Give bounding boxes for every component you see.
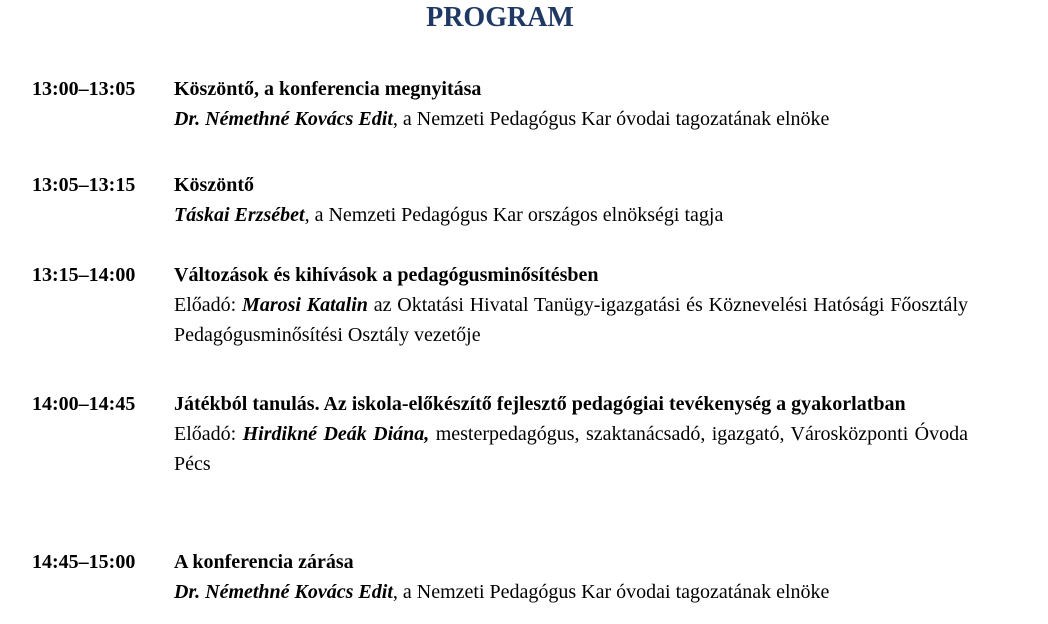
speaker-role: , a Nemzeti Pedagógus Kar óvodai tagozatának elnöke xyxy=(392,108,830,130)
speaker-line xyxy=(174,577,968,607)
session-title: A konferencia zárása xyxy=(174,551,354,573)
speaker-role: , a Nemzeti Pedagógus Kar országos elnökségi tagja xyxy=(304,204,724,226)
speaker-name: Dr. Némethné Kovács Edit xyxy=(174,581,393,603)
speaker-prefix: Előadó: xyxy=(174,294,243,316)
speaker-prefix: Előadó: xyxy=(174,423,243,445)
session-title: Változások és kihívások a pedagógusminősítésben xyxy=(174,264,599,286)
page-title: PROGRAM xyxy=(426,2,574,33)
time-slot: 14:45–15:00 xyxy=(32,551,136,573)
session-title: Játékból tanulás. Az iskola-előkészítő fejlesztő pedagógiai tevékenység a gyakorlatban xyxy=(174,393,906,415)
time-slot: 14:00–14:45 xyxy=(32,393,136,415)
speaker-name: Marosi Katalin xyxy=(242,294,368,316)
time-slot: 13:05–13:15 xyxy=(32,174,136,196)
speaker-line xyxy=(174,290,968,350)
speaker-role: , a Nemzeti Pedagógus Kar óvodai tagozatának elnöke xyxy=(392,581,830,603)
speaker-line xyxy=(174,104,968,134)
speaker-name: Táskai Erzsébet xyxy=(174,204,305,226)
program-content xyxy=(174,74,968,134)
speaker-role: mesterpedagógus, szaktanácsadó, igazgató, Városközponti Óvoda Pécs xyxy=(174,423,968,475)
program-content xyxy=(174,260,968,350)
speaker-name: Hirdikné Deák Diána, xyxy=(242,423,430,445)
time-slot: 13:00–13:05 xyxy=(32,78,136,100)
speaker-line xyxy=(174,419,968,479)
program-content xyxy=(174,170,968,230)
speaker-line xyxy=(174,200,968,230)
time-slot: 13:15–14:00 xyxy=(32,264,136,286)
program-content xyxy=(174,547,968,607)
session-title: Köszöntő, a konferencia megnyitása xyxy=(174,78,482,100)
session-title: Köszöntő xyxy=(174,174,254,196)
speaker-role: az Oktatási Hivatal Tanügy-igazgatási és Köznevelési Hatósági Főosztály Pedagógusminősítési Osztály vezetője xyxy=(174,294,968,346)
program-content xyxy=(174,389,968,479)
speaker-name: Dr. Némethné Kovács Edit xyxy=(174,108,393,130)
